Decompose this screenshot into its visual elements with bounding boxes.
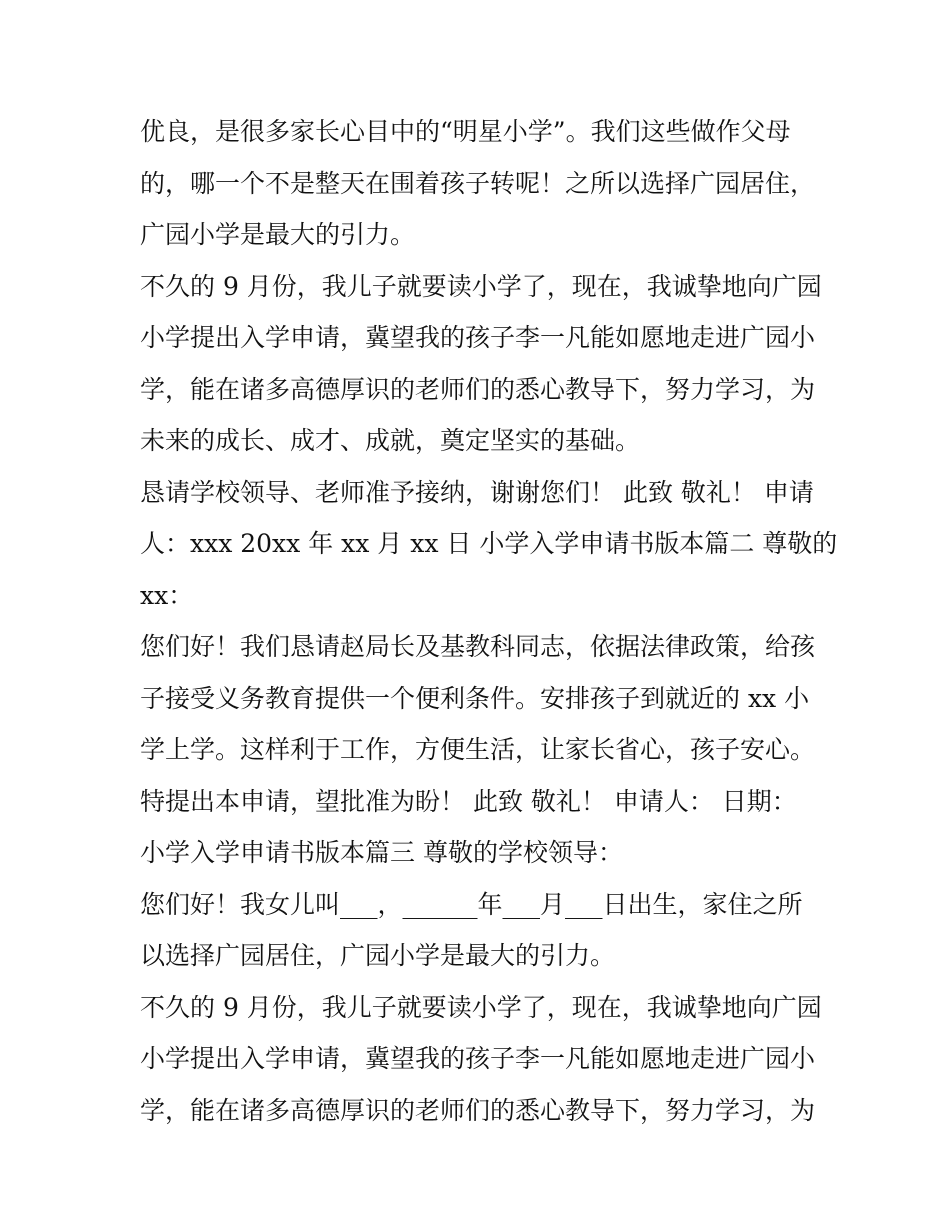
text-line: 子接受义务教育提供一个便利条件。安排孩子到就近的 xx 小 bbox=[140, 683, 810, 713]
text-line: 小学提出入学申请，冀望我的孩子李一凡能如愿地走进广园小 bbox=[140, 1044, 816, 1073]
text-line: xx： bbox=[140, 580, 194, 610]
text-line: 以选择广园居住，广园小学是最大的引力。 bbox=[140, 941, 616, 970]
text-line: 恳请学校领导、老师准予接纳，谢谢您们！ 此致 敬礼！ 申请 bbox=[140, 477, 814, 507]
text-line: 人：xxx 20xx 年 xx 月 xx 日 小学入学申请书版本篇二 尊敬的 bbox=[140, 529, 838, 558]
document-body bbox=[140, 106, 838, 1136]
text-line: 特提出本申请，望批准为盼！ 此致 敬礼！ 申请人： 日期： bbox=[140, 786, 797, 816]
text-line: 未来的成长、成才、成就，奠定坚实的基础。 bbox=[140, 426, 641, 455]
text-line: 学，能在诸多高德厚识的老师们的悉心教导下，努力学习，为 bbox=[140, 1095, 816, 1125]
text-line: 不久的 9 月份，我儿子就要读小学了，现在，我诚挚地向广园 bbox=[140, 271, 822, 301]
text-line: 小学提出入学申请，冀望我的孩子李一凡能如愿地走进广园小 bbox=[140, 323, 816, 352]
text-line: 学上学。这样利于工作，方便生活，让家长省心，孩子安心。 bbox=[140, 735, 816, 764]
text-line: 广园小学是最大的引力。 bbox=[140, 220, 416, 249]
text-line: 优良，是很多家长心目中的“明星小学”。我们这些做作父母 bbox=[140, 117, 791, 146]
text-line: 您们好！我女儿叫___，______年___月___日出生，家住之所 bbox=[140, 889, 803, 919]
text-line: 小学入学申请书版本篇三 尊敬的学校领导： bbox=[140, 838, 623, 867]
text-line: 不久的 9 月份，我儿子就要读小学了，现在，我诚挚地向广园 bbox=[140, 992, 822, 1022]
text-line: 您们好！我们恳请赵局长及基教科同志，依据法律政策，给孩 bbox=[140, 632, 816, 661]
text-line: 学，能在诸多高德厚识的老师们的悉心教导下，努力学习，为 bbox=[140, 374, 816, 404]
text-line: 的，哪一个不是整天在围着孩子转呢！之所以选择广园居住， bbox=[140, 168, 816, 198]
